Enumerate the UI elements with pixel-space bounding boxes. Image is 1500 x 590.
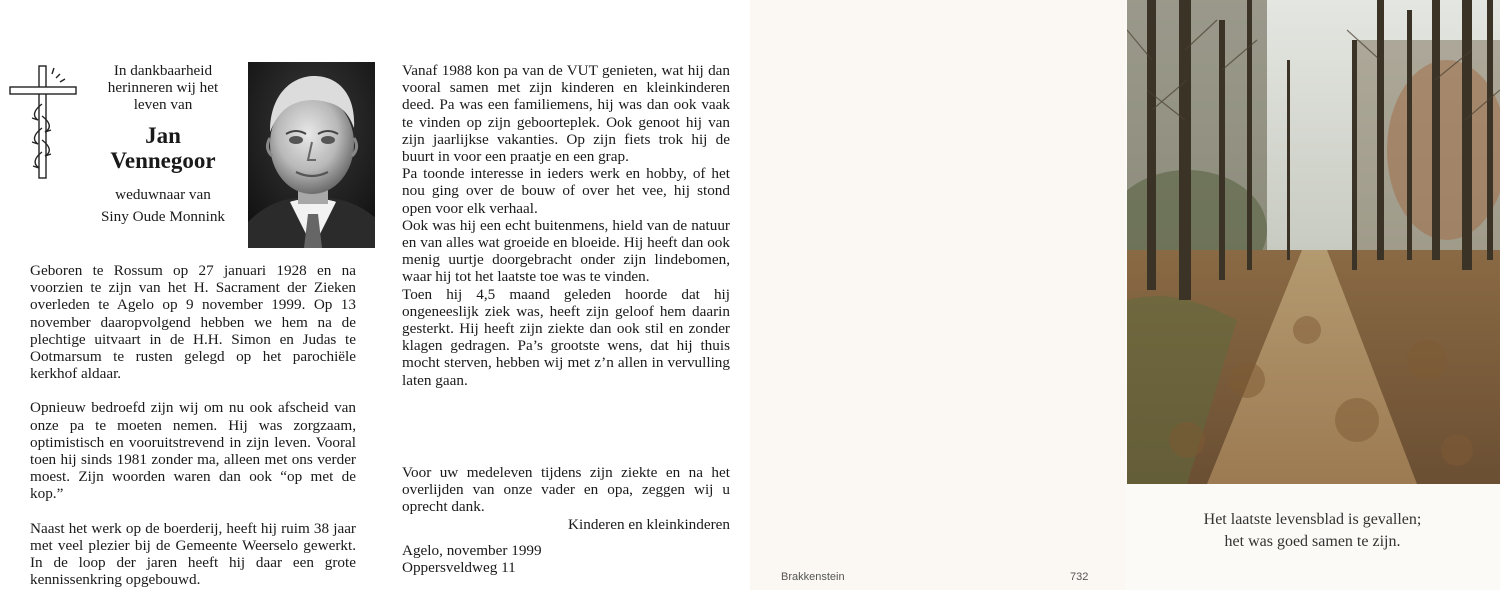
life-story-text [402,62,730,389]
verse-line: Het laatste levensblad is gevallen; [1203,511,1422,528]
card-panel-left [0,0,375,590]
work-paragraph: Naast het werk op de boerderij, heeft hij ruim 38 jaar met veel plezier bij de Gemeente Weerselo gewerkt. In de loop der jaren heeft hij daar een grote kennissenkring opgebouwd. [30,519,356,589]
life-paragraph: Ook was hij een echt buitenmens, hield van de natuur en van alles wat groeide en bloeide. Hij heeft dan ook menig uurtje doorgebracht onder zijn lindebomen, waar hij tot het laatste toe was te vinden. [402,216,730,286]
intro-line: herinneren wij het [107,79,219,96]
header-block [82,62,244,225]
place-address [402,542,730,576]
intro-line: leven van [133,96,193,113]
farewell-paragraph: Opnieuw bedroefd zijn wij om nu ook afscheid van onze pa te moeten nemen. Hij was zorgzaam, optimistisch en vooruitstrevend in zijn leven. Vooral toen hij sinds 1981 zonder ma, alleen met ons verder moest. Zijn woorden waren dan ook “op met de kop.” [30,399,356,503]
card-number: 732 [1070,571,1089,583]
card-panel-middle [375,0,750,590]
printer-name: Brakkenstein [781,571,845,583]
intro-line: In dankbaarheid [113,62,213,79]
thanks-text: Voor uw medeleven tijdens zijn ziekte en na het overlijden van onze vader en opa, zeggen wij u oprecht dank. [402,464,730,516]
signature: Kinderen en kleinkinderen [568,516,730,533]
memorial-verse [1125,509,1500,553]
deceased-first-name: Jan [145,123,181,148]
birth-death-paragraph: Geboren te Rossum op 27 januari 1928 en na voorzien te zijn van het H. Sacrament der Zieken overleden te Agelo op 9 november 1999. Op 13 november daaropvolgend hebben we hem na de plechtige uitvaart in de H.H. Simon en Judas te Ootmarsum te rusten gelegd op het parochiële kerkhof aldaar. [30,262,356,383]
card-panel-right [1125,0,1500,590]
place-date: Agelo, november 1999 [402,542,542,559]
life-paragraph: Toen hij 4,5 maand geleden hoorde dat hij ongeneeslijk ziek was, heeft zijn geloof hem daarin gesterkt. Hij heeft zijn ziekte dan ook stil en zonder klagen gedragen. Pa’s grootste wens, dat hij thuis mocht sterven, hebben wij met z’n allen in vervulling laten gaan. [402,285,730,389]
life-paragraph: Pa toonde interesse in ieders werk en hobby, of het nou ging over de bouw of over het vee, hij stond open voor elk verhaal. [402,165,730,217]
address: Oppersveldweg 11 [402,559,516,576]
widower-of-label: weduwnaar van [115,186,211,203]
verse-line: het was goed samen te zijn. [1224,533,1401,550]
obituary-text [30,262,356,588]
forest-path-photo [1127,0,1500,484]
deceased-last-name: Vennegoor [110,148,216,173]
life-paragraph: Vanaf 1988 kon pa van de VUT genieten, wat hij dan vooral samen met zijn kinderen en kleinkinderen deed. Pa was een familiemens, hij was dan ook vaak te vinden op zijn geboorteplek. Ook genoot hij van zijn jaarlijkse vakanties. Op zijn fiets trok hij de buurt in voor een praatje en een grap. [402,62,730,166]
card-panel-blank [750,0,1125,590]
spouse-name: Siny Oude Monnink [100,208,226,225]
portrait-photo [248,62,378,248]
thanks-paragraph [402,464,730,516]
cross-icon [8,64,78,182]
